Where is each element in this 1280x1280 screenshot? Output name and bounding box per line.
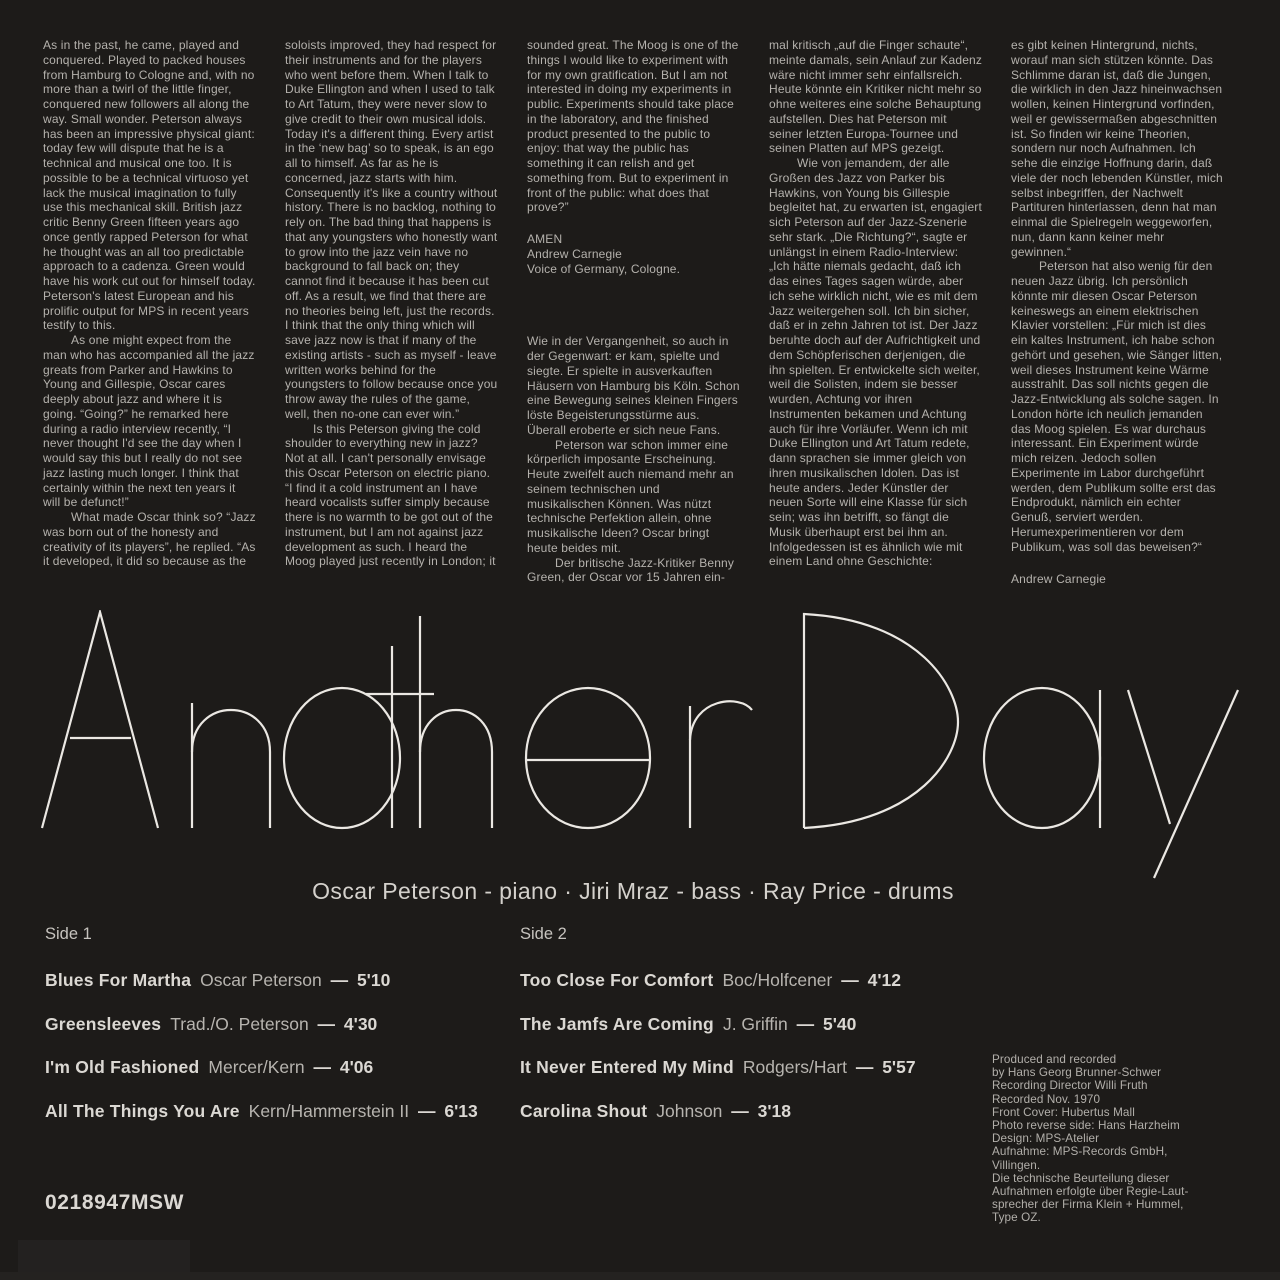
track-composer: Rodgers/Hart xyxy=(742,1057,847,1077)
production-credit-line: Photo reverse side: Hans Harzheim xyxy=(992,1119,1180,1133)
liner-paragraph: sounded great. The Moog is one of the things I would like to experiment with for my own gratification. But I am not interested in doing my experiments in public. Experiments should take place in the laboratory, and the finished product presented to the public to enjoy: that way the public has something it can relish and get something from. But to experiment in front of the public: what does that prove?” xyxy=(527,38,739,215)
track-row xyxy=(520,971,990,990)
track-composer: Kern/Hammerstein II xyxy=(248,1100,410,1121)
liner-paragraph: soloists improved, they had respect for their instruments and for the players who went before them. When I talk to Duke Ellington and when I used to talk to Art Tatum, they were never slow to give credit to their own musical idols. Today it's a different thing. Every artist in the ‘new bag’ so to speak, is an ego all to himself. As far as he is concerned, jazz starts with him. Consequently it's like a country without history. There is no backlog, nothing to rely on. The bad thing that happens is that any youngsters who honestly want to grow into the jazz vein have no background to fall back on; they cannot find it because it has been cut off. As a result, we find that there are no theories being left, just the records. I think that the only thing which will save jazz now is that if many of the existing artists - such as myself - leave written works behind for the youngsters to follow because once you throw away the rules of the game, well, then no-one can ever win.” xyxy=(285,38,498,421)
liner-notes xyxy=(43,38,1238,587)
production-credit-line: Produced and recorded xyxy=(992,1053,1117,1066)
liner-paragraph: Andrew Carnegie xyxy=(1011,572,1106,587)
track-composer: Trad./O. Peterson xyxy=(170,1013,309,1034)
track-composer: Johnson xyxy=(656,1100,723,1121)
track-title: It Never Entered My Mind xyxy=(520,1057,734,1077)
liner-paragraph: Der britische Jazz-Kritiker Benny Green, der Oscar vor 15 Jahren ein- xyxy=(527,555,735,585)
production-credit-line: by Hans Georg Brunner-Schwer xyxy=(992,1066,1162,1080)
track-row xyxy=(45,971,515,990)
track-row xyxy=(45,1015,515,1034)
track-title: Carolina Shout xyxy=(520,1100,648,1121)
liner-paragraph: Wie von jemandem, der alle Großen des Jazz von Parker bis Hawkins, von Young bis Gillespie begleitet hat, zu erwarten ist, engagiert sich Peterson auf der Jazz-Szenerie sehr stark. „Die Richtung?“, sagte er unlängst in einem Radio-Interview: „Ich hätte niemals gedacht, daß ich das eines Tages sagen würde, aber ich sehe wirklich nicht, wie es mit dem Jazz weitergehen soll. Ich bin sicher, daß er in zehn Jahren tot ist. Der Jazz beruhte doch auf der Aufrichtigkeit und dem Schöpferischen derjenigen, die ihn spielten. Er entwickelte sich weiter, weil die Solisten, indem sie besser wurden, Achtung vor ihren Instrumenten bekamen und Achtung auch für ihre Vorläufer. Wenn ich mit Duke Ellington und Art Tatum redete, dann sprachen sie immer gleich von ihren musikalischen Idolen. Das ist heute anders. Jeder Künstler der neuen Sorte will eine Klasse für sich sein; was ihn betrifft, so fängt die Musik überhaupt erst bei ihm an. Infolgedessen ist es ähnlich wie mit einem Land ohne Geschichte: xyxy=(769,156,982,569)
track-composer: J. Griffin xyxy=(722,1013,788,1034)
track-row xyxy=(45,1058,515,1077)
track-time: 5'40 xyxy=(823,1013,857,1034)
production-credit-line: Die technische Beurteilung dieser xyxy=(992,1171,1170,1185)
track-dash: — xyxy=(791,1013,820,1034)
liner-paragraph: AMEN xyxy=(527,232,563,246)
production-credit-line: Recorded Nov. 1970 xyxy=(992,1092,1101,1106)
track-dash: — xyxy=(726,1100,754,1121)
track-dash: — xyxy=(413,1100,441,1121)
liner-column-1 xyxy=(43,38,256,587)
track-composer: Mercer/Kern xyxy=(208,1057,305,1077)
liner-paragraph: Andrew Carnegie xyxy=(527,246,622,261)
production-credit-line: Recording Director Willi Fruth xyxy=(992,1079,1148,1093)
track-time: 4'06 xyxy=(339,1057,374,1077)
liner-column-5 xyxy=(1011,38,1224,587)
liner-column-2 xyxy=(285,38,498,587)
production-credit-line: Type OZ. xyxy=(992,1211,1041,1225)
side-1-label: Side 1 xyxy=(45,925,92,943)
track-title: I'm Old Fashioned xyxy=(45,1057,200,1077)
track-title: The Jamfs Are Coming xyxy=(520,1013,714,1034)
track-time: 6'13 xyxy=(444,1100,478,1121)
track-dash: — xyxy=(325,970,353,990)
artist-credits: Oscar Peterson - piano · Jiri Mraz - bass · Ray Price - drums xyxy=(312,878,954,904)
liner-paragraph: mal kritisch „auf die Finger schaute“, meinte damals, sein Anlauf zur Kadenz wäre nicht immer sehr einfallsreich. Heute könnte ein Kritiker nicht mehr so ohne weiteres eine solche Behauptung aufstellen. Dies hat Peterson mit seiner letzten Europa-Tournee und seinen Platten auf MPS gezeigt. xyxy=(769,38,983,156)
track-time: 4'30 xyxy=(343,1013,378,1034)
track-time: 5'10 xyxy=(356,970,391,990)
track-dash: — xyxy=(836,970,864,990)
production-credit-line: Villingen. xyxy=(992,1158,1041,1172)
production-credits xyxy=(992,1053,1242,1225)
side-2-tracklist xyxy=(520,925,990,1145)
liner-paragraph: What made Oscar think so? “Jazz was born out of the honesty and creativity of its players”, he replied. “As it developed, it did so because as the xyxy=(43,510,256,569)
production-credit-line: Design: MPS-Atelier xyxy=(992,1132,1100,1146)
liner-column-4 xyxy=(769,38,982,587)
track-time: 5'57 xyxy=(882,1057,916,1077)
column-gap xyxy=(1011,554,1224,572)
liner-paragraph: Voice of Germany, Cologne. xyxy=(527,261,681,276)
catalog-number: 0218947MSW xyxy=(45,1191,185,1214)
track-time: 3'18 xyxy=(757,1100,792,1121)
track-time: 4'12 xyxy=(867,970,901,990)
track-title: Blues For Martha xyxy=(45,970,192,990)
side-1-tracklist xyxy=(45,925,515,1145)
liner-paragraph: Wie in der Vergangenheit, so auch in der Gegenwart: er kam, spielte und siegte. Er spielte in ausverkauften Häusern von Hamburg bis Köln. Schon eine Bewegung seines kleinen Fingers löste Begeisterungsstürme aus. Überall eroberte er sich neue Fans. xyxy=(527,334,740,437)
production-credit-line: Aufnahme: MPS-Records GmbH, xyxy=(992,1145,1168,1159)
album-title xyxy=(40,610,1240,882)
liner-paragraph: Is this Peterson giving the cold shoulder to everything new in jazz? Not at all. I can't personally envisage this Oscar Peterson on electric piano. “I find it a cold instrument an I have heard vocalists suffer simply because there is no warmth to be got out of the instrument, but I am not against jazz development as such. I heard the Moog played just recently in London; it xyxy=(285,421,496,569)
side-2-label: Side 2 xyxy=(520,925,567,943)
liner-paragraph: es gibt keinen Hintergrund, nichts, worauf man sich stützen könnte. Das Schlimme daran ist, daß die Jungen, die wirklich in den Jazz hineinwachsen wollen, keinen Hintergrund vorfinden, weil er gewissermaßen abgeschnitten ist. So finden wir keine Theorien, sondern nur noch Aufnahmen. Ich sehe die einzige Hoffnung darin, daß viele der noch lebenden Künstler, mich selbst inbegriffen, der Nachwelt Partituren hinterlassen, denn hat man einmal die Spielregeln weggeworfen, nun, dann kann keiner mehr gewinnen.“ xyxy=(1011,38,1223,259)
liner-paragraph: Peterson war schon immer eine körperlich imposante Erscheinung. Heute zweifelt auch niemand mehr an seinem technischen und musikalischen Können. Was nützt technische Perfektion allein, ohne musikalische Ideen? Oscar bringt heute beides mit. xyxy=(527,437,734,555)
liner-paragraph: As one might expect from the man who has accompanied all the jazz greats from Parker and Hawkins to Young and Gillespie, Oscar cares deeply about jazz and where it is going. “Going?” he remarked here during a radio interview recently, “I never thought I'd see the day when I would say this but I really do not see jazz lasting much longer. I think that certainly within the next ten years it will be defunct!” xyxy=(43,333,255,510)
liner-paragraph: Peterson hat also wenig für den neuen Jazz übrig. Ich persönlich könnte mir diesen Oscar Peterson keineswegs an einem elektrischen Klavier vorstellen: „Für mich ist dies ein kaltes Instrument, ich habe schon gehört und gesehen, wie Sänger litten, weil dieses Instrument keine Wärme ausstrahlt. Das soll nichts gegen die Jazz-Entwicklung als solche sagen. In London hörte ich neulich jemanden das Moog spielen. Es war durchaus interessant. Ein Experiment würde mich reizen. Jedoch sollen Experimente im Labor durchgeführt werden, dem Publikum sollte erst das Endprodukt, nämlich ein echter Genuß, serviert werden. Herumexperimentieren vor dem Publikum, was soll das beweisen?“ xyxy=(1011,259,1223,554)
track-composer: Boc/Holfcener xyxy=(722,970,833,990)
track-dash: — xyxy=(312,1013,340,1034)
track-row xyxy=(520,1015,990,1034)
track-dash: — xyxy=(850,1057,879,1077)
track-title: Too Close For Comfort xyxy=(520,970,714,990)
track-row xyxy=(45,1102,515,1121)
column-gap xyxy=(527,215,740,232)
album-title-lettering-graphic xyxy=(40,610,1240,882)
paper-shade-patch xyxy=(18,1240,190,1273)
column-gap xyxy=(527,276,740,334)
production-credit-line: Front Cover: Hubertus Mall xyxy=(992,1105,1135,1119)
track-dash: — xyxy=(308,1057,336,1077)
liner-paragraph: As in the past, he came, played and conquered. Played to packed houses from Hamburg to Cologne and, with no more than a twirl of the little finger, conquered new followers all along the way. Small wonder. Peterson always has been an impressive physical giant: today few will dispute that he is a technical and musical one too. It is possible to be a technical virtuoso yet lack the musical imagination to fully use this mechanical skill. British jazz critic Benny Green fifteen years ago once gently rapped Peterson for what he thought was an all too predictable approach to a cadenza. Green would have his work cut out for himself today. Peterson's latest European and his prolific output for MPS in recent years testify to this. xyxy=(43,38,256,333)
track-row xyxy=(520,1102,990,1121)
production-credit-line: sprecher der Firma Klein + Hummel, xyxy=(992,1198,1184,1212)
track-title: Greensleeves xyxy=(45,1013,162,1034)
liner-column-3 xyxy=(527,38,740,587)
track-composer: Oscar Peterson xyxy=(200,970,322,990)
track-title: All The Things You Are xyxy=(45,1100,240,1121)
track-row xyxy=(520,1058,990,1077)
production-credit-line: Aufnahmen erfolgte über Regie-Laut- xyxy=(992,1185,1189,1199)
